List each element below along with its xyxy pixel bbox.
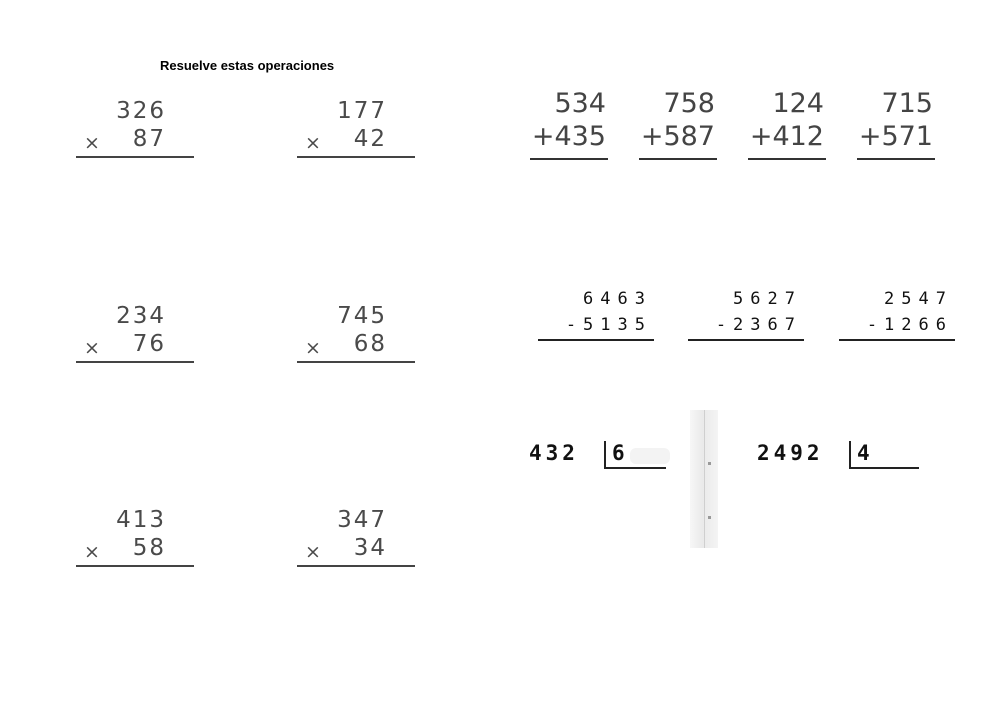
divisor: 6 xyxy=(612,441,625,465)
multiplication-problem xyxy=(297,507,415,567)
multiplier: 42 xyxy=(353,126,387,152)
multiplicand: 177 xyxy=(337,98,387,124)
multiplicand: 745 xyxy=(337,303,387,329)
subtraction-problem xyxy=(538,289,654,345)
multiplier: 68 xyxy=(353,331,387,357)
result-line xyxy=(748,158,826,160)
result-line xyxy=(297,565,415,567)
addend-top: 758 xyxy=(663,88,715,119)
times-sign: × xyxy=(84,337,100,359)
multiplicand: 326 xyxy=(116,98,166,124)
dividend: 2492 xyxy=(757,441,824,465)
times-sign: × xyxy=(305,132,321,154)
scan-dot xyxy=(708,516,711,519)
times-sign: × xyxy=(305,541,321,563)
minuend: 6463 xyxy=(583,289,652,309)
multiplicand: 234 xyxy=(116,303,166,329)
result-line xyxy=(688,339,804,341)
times-sign: × xyxy=(305,337,321,359)
minuend: 5627 xyxy=(733,289,802,309)
division-bracket xyxy=(604,441,666,469)
result-line xyxy=(76,565,194,567)
result-line xyxy=(538,339,654,341)
addend-bottom: +571 xyxy=(858,121,933,152)
worksheet-title: Resuelve estas operaciones xyxy=(160,58,335,73)
addend-bottom: +435 xyxy=(531,121,606,152)
multiplication-problem xyxy=(297,303,415,363)
addition-problem xyxy=(748,88,826,158)
addition-problem xyxy=(639,88,717,158)
multiplicand: 413 xyxy=(116,507,166,533)
division-problem xyxy=(757,441,922,471)
multiplier: 76 xyxy=(132,331,166,357)
division-problem xyxy=(529,441,669,471)
addend-top: 715 xyxy=(881,88,933,119)
subtrahend: -1266 xyxy=(866,315,953,335)
multiplication-problem xyxy=(76,507,194,567)
addend-bottom: +412 xyxy=(749,121,824,152)
multiplication-problem xyxy=(297,98,415,158)
result-line xyxy=(297,361,415,363)
multiplier: 58 xyxy=(132,535,166,561)
dividend: 432 xyxy=(529,441,579,465)
scan-line xyxy=(704,410,705,548)
scan-dot xyxy=(708,462,711,465)
result-line xyxy=(639,158,717,160)
result-line xyxy=(530,158,608,160)
division-bracket xyxy=(849,441,919,469)
result-line xyxy=(76,361,194,363)
result-line xyxy=(857,158,935,160)
scan-artifact xyxy=(690,410,718,548)
addend-bottom: +587 xyxy=(640,121,715,152)
times-sign: × xyxy=(84,541,100,563)
multiplier: 34 xyxy=(353,535,387,561)
times-sign: × xyxy=(84,132,100,154)
subtrahend: -2367 xyxy=(715,315,802,335)
multiplicand: 347 xyxy=(337,507,387,533)
addend-top: 534 xyxy=(554,88,606,119)
multiplication-problem xyxy=(76,303,194,363)
addend-top: 124 xyxy=(772,88,824,119)
result-line xyxy=(297,156,415,158)
divisor: 4 xyxy=(857,441,870,465)
addition-problem xyxy=(530,88,608,158)
subtraction-problem xyxy=(839,289,955,345)
result-line xyxy=(76,156,194,158)
subtrahend: -5135 xyxy=(565,315,652,335)
result-line xyxy=(839,339,955,341)
multiplier: 87 xyxy=(132,126,166,152)
addition-problem xyxy=(857,88,935,158)
multiplication-problem xyxy=(76,98,194,158)
minuend: 2547 xyxy=(884,289,953,309)
subtraction-problem xyxy=(688,289,804,345)
